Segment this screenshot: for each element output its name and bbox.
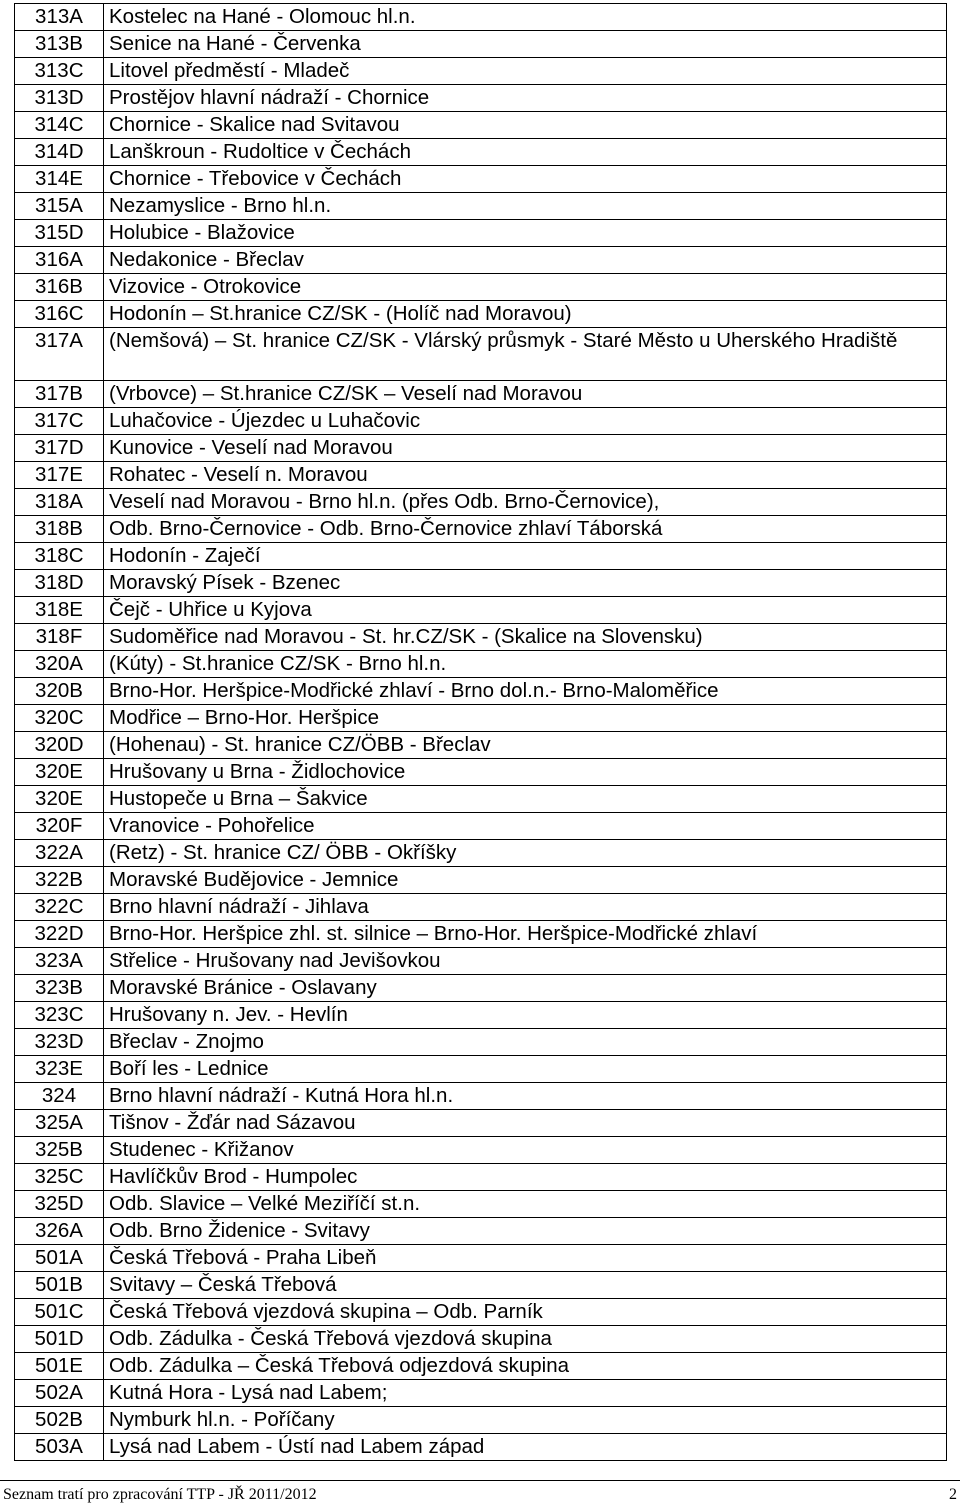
route-description: Střelice - Hrušovany nad Jevišovkou (104, 948, 947, 975)
route-description: Odb. Zádulka - Česká Třebová vjezdová skupina (104, 1326, 947, 1353)
table-row (15, 1029, 947, 1056)
table-row (15, 112, 947, 139)
route-code: 322A (15, 840, 104, 867)
table-row (15, 1164, 947, 1191)
route-code: 326A (15, 1218, 104, 1245)
table-row (15, 31, 947, 58)
route-code: 323A (15, 948, 104, 975)
table-row (15, 139, 947, 166)
route-code: 318C (15, 543, 104, 570)
route-description: Sudoměřice nad Moravou - St. hr.CZ/SK - (Skalice na Slovensku) (104, 624, 947, 651)
table-row (15, 274, 947, 301)
table-row (15, 1380, 947, 1407)
route-code: 317D (15, 435, 104, 462)
route-code: 323B (15, 975, 104, 1002)
route-code: 313D (15, 85, 104, 112)
table-row (15, 975, 947, 1002)
route-code: 320D (15, 732, 104, 759)
route-description: Česká Třebová vjezdová skupina – Odb. Parník (104, 1299, 947, 1326)
table-row (15, 462, 947, 489)
route-code: 315D (15, 220, 104, 247)
table-row (15, 1110, 947, 1137)
table-row (15, 867, 947, 894)
route-code: 317A (15, 328, 104, 381)
table-row (15, 894, 947, 921)
route-description: Brno hlavní nádraží - Kutná Hora hl.n. (104, 1083, 947, 1110)
route-code: 317E (15, 462, 104, 489)
route-code: 318F (15, 624, 104, 651)
route-code: 325B (15, 1137, 104, 1164)
table-row (15, 759, 947, 786)
route-description: Nezamyslice - Brno hl.n. (104, 193, 947, 220)
route-code: 320B (15, 678, 104, 705)
table-row (15, 1353, 947, 1380)
route-code: 316C (15, 301, 104, 328)
route-code: 325D (15, 1191, 104, 1218)
route-description: (Hohenau) - St. hranice CZ/ÖBB - Břeclav (104, 732, 947, 759)
route-description: (Nemšová) – St. hranice CZ/SK - Vlárský průsmyk - Staré Město u Uherského Hradiště (104, 328, 947, 381)
route-code: 503A (15, 1434, 104, 1461)
table-row (15, 786, 947, 813)
route-description: Brno-Hor. Heršpice zhl. st. silnice – Brno-Hor. Heršpice-Modřické zhlaví (104, 921, 947, 948)
route-description: Prostějov hlavní nádraží - Chornice (104, 85, 947, 112)
route-code: 320A (15, 651, 104, 678)
route-description: Svitavy – Česká Třebová (104, 1272, 947, 1299)
table-row (15, 624, 947, 651)
route-description: Kunovice - Veselí nad Moravou (104, 435, 947, 462)
route-description: Česká Třebová - Praha Libeň (104, 1245, 947, 1272)
table-row (15, 1191, 947, 1218)
route-description: Chornice - Třebovice v Čechách (104, 166, 947, 193)
route-description: Hrušovany n. Jev. - Hevlín (104, 1002, 947, 1029)
table-row (15, 921, 947, 948)
table-row (15, 597, 947, 624)
table-row (15, 4, 947, 31)
table-row (15, 516, 947, 543)
route-code: 316B (15, 274, 104, 301)
route-description: Nedakonice - Břeclav (104, 247, 947, 274)
route-description: Odb. Brno-Černovice - Odb. Brno-Černovice zhlaví Táborská (104, 516, 947, 543)
route-code: 501C (15, 1299, 104, 1326)
table-row (15, 1218, 947, 1245)
route-description: Hrušovany u Brna - Židlochovice (104, 759, 947, 786)
route-description: Brno-Hor. Heršpice-Modřické zhlaví - Brno dol.n.- Brno-Maloměřice (104, 678, 947, 705)
route-code: 325A (15, 1110, 104, 1137)
table-row (15, 58, 947, 85)
route-code: 325C (15, 1164, 104, 1191)
route-code: 314C (15, 112, 104, 139)
route-code: 501B (15, 1272, 104, 1299)
route-code: 502B (15, 1407, 104, 1434)
footer-title: Seznam tratí pro zpracování TTP - JŘ 2011/2012 (3, 1486, 317, 1503)
table-row (15, 381, 947, 408)
table-row (15, 328, 947, 381)
route-code: 501E (15, 1353, 104, 1380)
route-description: Senice na Hané - Červenka (104, 31, 947, 58)
route-code: 317B (15, 381, 104, 408)
route-code: 320E (15, 759, 104, 786)
route-code: 315A (15, 193, 104, 220)
table-row (15, 220, 947, 247)
route-code: 322B (15, 867, 104, 894)
route-description: Odb. Slavice – Velké Meziříčí st.n. (104, 1191, 947, 1218)
route-description: Tišnov - Žďár nad Sázavou (104, 1110, 947, 1137)
table-row (15, 1245, 947, 1272)
route-code: 313A (15, 4, 104, 31)
table-row (15, 1083, 947, 1110)
table-row (15, 1434, 947, 1461)
route-code: 313C (15, 58, 104, 85)
route-description: Odb. Brno Židenice - Svitavy (104, 1218, 947, 1245)
route-description: (Kúty) - St.hranice CZ/SK - Brno hl.n. (104, 651, 947, 678)
route-description: Odb. Zádulka – Česká Třebová odjezdová skupina (104, 1353, 947, 1380)
route-code: 318B (15, 516, 104, 543)
table-row (15, 247, 947, 274)
route-description: Veselí nad Moravou - Brno hl.n. (přes Odb. Brno-Černovice), (104, 489, 947, 516)
route-code: 322D (15, 921, 104, 948)
table-row (15, 166, 947, 193)
table-row (15, 85, 947, 112)
route-description: Chornice - Skalice nad Svitavou (104, 112, 947, 139)
route-code: 323E (15, 1056, 104, 1083)
route-description: Čejč - Uhřice u Kyjova (104, 597, 947, 624)
route-code: 501A (15, 1245, 104, 1272)
route-code: 313B (15, 31, 104, 58)
route-code: 318A (15, 489, 104, 516)
route-code: 324 (15, 1083, 104, 1110)
route-table-body (15, 4, 947, 1461)
route-code: 502A (15, 1380, 104, 1407)
route-description: Modřice – Brno-Hor. Heršpice (104, 705, 947, 732)
route-description: Studenec - Křižanov (104, 1137, 947, 1164)
page-number: 2 (949, 1486, 957, 1503)
route-code: 314D (15, 139, 104, 166)
table-row (15, 705, 947, 732)
route-description: Kutná Hora - Lysá nad Labem; (104, 1380, 947, 1407)
route-description: Vizovice - Otrokovice (104, 274, 947, 301)
route-description: Brno hlavní nádraží - Jihlava (104, 894, 947, 921)
route-code: 314E (15, 166, 104, 193)
route-code: 322C (15, 894, 104, 921)
route-description: Moravský Písek - Bzenec (104, 570, 947, 597)
route-code: 501D (15, 1326, 104, 1353)
route-description: Hodonín – St.hranice CZ/SK - (Holíč nad Moravou) (104, 301, 947, 328)
table-row (15, 1326, 947, 1353)
table-row (15, 435, 947, 462)
table-row (15, 1056, 947, 1083)
table-row (15, 408, 947, 435)
table-row (15, 1002, 947, 1029)
route-code: 320F (15, 813, 104, 840)
table-row (15, 948, 947, 975)
route-code: 316A (15, 247, 104, 274)
table-row (15, 301, 947, 328)
route-description: Lysá nad Labem - Ústí nad Labem západ (104, 1434, 947, 1461)
table-row (15, 678, 947, 705)
route-description: Moravské Budějovice - Jemnice (104, 867, 947, 894)
route-description: (Vrbovce) – St.hranice CZ/SK – Veselí nad Moravou (104, 381, 947, 408)
route-code: 318E (15, 597, 104, 624)
route-description: Hodonín - Zaječí (104, 543, 947, 570)
table-row (15, 1272, 947, 1299)
table-row (15, 840, 947, 867)
route-description: Vranovice - Pohořelice (104, 813, 947, 840)
route-table (14, 3, 947, 1461)
table-row (15, 1299, 947, 1326)
table-row (15, 1407, 947, 1434)
route-description: (Retz) - St. hranice CZ/ ÖBB - Okříšky (104, 840, 947, 867)
route-description: Lanškroun - Rudoltice v Čechách (104, 139, 947, 166)
route-description: Luhačovice - Újezdec u Luhačovic (104, 408, 947, 435)
table-row (15, 732, 947, 759)
route-description: Nymburk hl.n. - Poříčany (104, 1407, 947, 1434)
route-description: Havlíčkův Brod - Humpolec (104, 1164, 947, 1191)
route-description: Břeclav - Znojmo (104, 1029, 947, 1056)
route-code: 323C (15, 1002, 104, 1029)
table-row (15, 1137, 947, 1164)
route-description: Boří les - Lednice (104, 1056, 947, 1083)
route-code: 323D (15, 1029, 104, 1056)
table-row (15, 651, 947, 678)
route-code: 317C (15, 408, 104, 435)
route-description: Holubice - Blažovice (104, 220, 947, 247)
page-footer (0, 1480, 960, 1507)
route-code: 320E (15, 786, 104, 813)
route-description: Hustopeče u Brna – Šakvice (104, 786, 947, 813)
route-description: Moravské Bránice - Oslavany (104, 975, 947, 1002)
table-row (15, 193, 947, 220)
route-description: Litovel předměstí - Mladeč (104, 58, 947, 85)
route-description: Kostelec na Hané - Olomouc hl.n. (104, 4, 947, 31)
route-code: 320C (15, 705, 104, 732)
route-description: Rohatec - Veselí n. Moravou (104, 462, 947, 489)
table-row (15, 489, 947, 516)
table-row (15, 570, 947, 597)
table-row (15, 543, 947, 570)
route-code: 318D (15, 570, 104, 597)
table-row (15, 813, 947, 840)
